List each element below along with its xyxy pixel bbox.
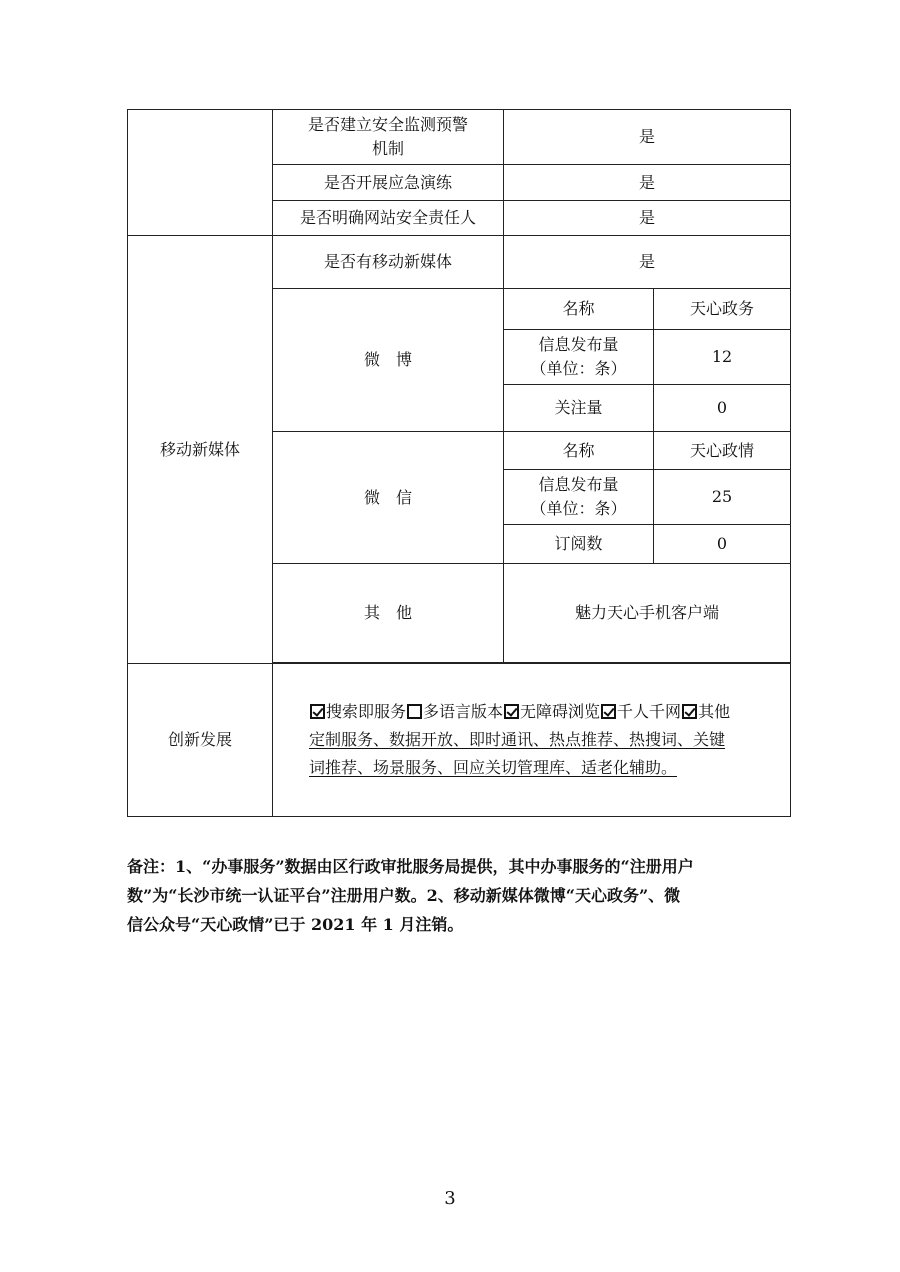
item-cell: 是否开展应急演练 [273, 165, 504, 201]
value-cell: 是 [504, 236, 791, 289]
checkbox-checked-icon[interactable] [504, 704, 519, 719]
sub-label: 名称 [504, 432, 654, 470]
table-row [128, 664, 791, 817]
checkbox-unchecked-icon[interactable] [407, 704, 422, 719]
footnote-line: 数”为“长沙市统一认证平台”注册用户数。2、移动新媒体微博“天心政务”、微 [127, 886, 681, 905]
sub-label-line: 信息发布量 [538, 475, 619, 494]
sub-label-line: 信息发布量 [538, 335, 619, 354]
report-table [127, 109, 791, 817]
item-cell [273, 110, 504, 165]
sub-value: 25 [654, 470, 791, 525]
weibo-label: 微 博 [273, 289, 504, 432]
table-row [128, 236, 791, 289]
sub-label [504, 330, 654, 385]
sub-value: 0 [654, 385, 791, 432]
sub-value: 12 [654, 330, 791, 385]
sub-value: 天心政情 [654, 432, 791, 470]
option-label: 其他 [698, 702, 731, 721]
value-cell: 是 [504, 110, 791, 165]
other-value: 魅力天心手机客户端 [504, 564, 791, 663]
checkbox-checked-icon[interactable] [682, 704, 697, 719]
innovation-other-text: 定制服务、数据开放、即时通讯、热点推荐、热搜词、关键 [309, 730, 726, 749]
value-cell: 是 [504, 201, 791, 236]
sub-label-line: （单位：条） [530, 499, 627, 518]
innovation-checkbox-line [309, 698, 782, 726]
sub-label: 关注量 [504, 385, 654, 432]
sub-label [504, 470, 654, 525]
innovation-options [273, 664, 791, 817]
weixin-label: 微 信 [273, 432, 504, 564]
page-number: 3 [444, 1188, 456, 1209]
checkbox-checked-icon[interactable] [601, 704, 616, 719]
footnote-line: 备注：1、“办事服务”数据由区行政审批服务局提供，其中办事服务的“注册用户 [127, 857, 694, 876]
sub-value: 0 [654, 525, 791, 564]
sub-value: 天心政务 [654, 289, 791, 330]
option-label: 搜索即服务 [326, 702, 407, 721]
category-cell-innovation: 创新发展 [128, 664, 273, 817]
item-cell: 是否有移动新媒体 [273, 236, 504, 289]
sub-label-line: （单位：条） [530, 359, 627, 378]
item-label: 是否建立安全监测预警 [307, 115, 468, 134]
footnote [127, 852, 790, 939]
option-label: 多语言版本 [423, 702, 504, 721]
category-cell-mobile: 移动新媒体 [128, 236, 273, 664]
item-label: 机制 [371, 139, 404, 158]
value-cell: 是 [504, 165, 791, 201]
checkbox-checked-icon[interactable] [310, 704, 325, 719]
category-cell-security [128, 110, 273, 236]
table-row [128, 110, 791, 165]
sub-label: 订阅数 [504, 525, 654, 564]
innovation-other-text: 词推荐、场景服务、回应关切管理库、适老化辅助。 [309, 758, 678, 777]
sub-label: 名称 [504, 289, 654, 330]
item-cell: 是否明确网站安全责任人 [273, 201, 504, 236]
footnote-line: 信公众号“天心政情”已于 2021 年 1 月注销。 [127, 915, 464, 934]
option-label: 千人千网 [617, 702, 682, 721]
other-label: 其 他 [273, 564, 504, 663]
option-label: 无障碍浏览 [520, 702, 601, 721]
